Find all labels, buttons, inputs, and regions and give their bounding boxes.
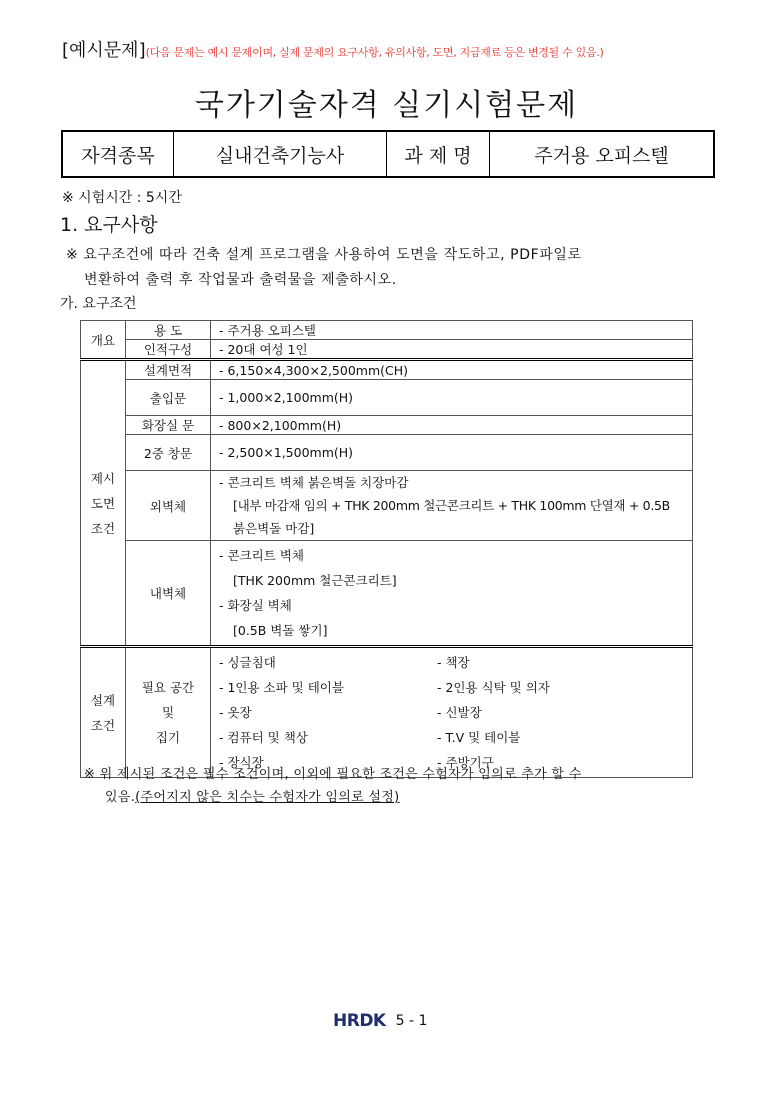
space-label: 필요 공간 및 집기 — [126, 647, 211, 778]
list-item: - 컴퓨터 및 책상 - T.V 및 테이블 — [219, 730, 521, 745]
header-note: (다음 문제는 예시 문제이며, 실제 문제의 요구사항, 유의사항, 도면, 지급재료 등은 변경될 수 있음.) — [145, 46, 604, 59]
items-list — [211, 647, 693, 778]
header — [62, 36, 604, 62]
subsection-heading: 가. 요구조건 — [60, 296, 137, 312]
footnote-underlined: (주어지지 않은 치수는 수험자가 임의로 설정) — [135, 790, 400, 805]
area-value: - 6,150×4,300×2,500mm(CH) — [211, 360, 693, 380]
use-value: - 주거용 오피스텔 — [211, 321, 693, 340]
window-value: - 2,500×1,500mm(H) — [211, 435, 693, 471]
exterior-wall-label: 외벽체 — [126, 471, 211, 541]
bathroom-door-label: 화장실 문 — [126, 416, 211, 435]
list-item: - 장식장 - 주방기구 — [219, 755, 494, 770]
example-label: [예시문제] — [62, 40, 146, 61]
exam-time: ※ 시험시간 : 5시간 — [62, 190, 182, 206]
people-value: - 20대 여성 1인 — [211, 340, 693, 360]
hrdk-logo: HRDK — [333, 1011, 386, 1031]
qualification-label: 자격종목 — [62, 131, 174, 177]
footnote-line-2: 있음.(주어지지 않은 치수는 수험자가 임의로 설정) — [105, 790, 400, 805]
task-label: 과 제 명 — [387, 131, 490, 177]
overview-label: 개요 — [81, 321, 126, 360]
list-item: - 옷장 - 신발장 — [219, 705, 482, 720]
conditions-table — [80, 320, 693, 778]
page-footer — [333, 1011, 427, 1031]
page-title: 국가기술자격 실기시험문제 — [194, 88, 579, 123]
area-label: 설계면적 — [126, 360, 211, 380]
list-item: - 싱글침대 - 책장 — [219, 655, 470, 670]
instruction-line-2: 변환하여 출력 후 작업물과 출력물을 제출하시오. — [84, 272, 397, 288]
footnote-line-1: ※ 위 제시된 조건은 필수 조건이며, 이외에 필요한 조건은 수험자가 임의로 추가 할 수 — [84, 767, 582, 782]
window-label: 2중 창문 — [126, 435, 211, 471]
people-label: 인적구성 — [126, 340, 211, 360]
qualification-value: 실내건축기능사 — [174, 131, 387, 177]
exterior-wall-value: - 콘크리트 벽체 붉은벽돌 치장마감 [내부 마감재 임의 + THK 200mm 철근콘크리트 + THK 100mm 단열재 + 0.5B 붉은벽돌 마감] — [211, 471, 693, 541]
bathroom-door-value: - 800×2,100mm(H) — [211, 416, 693, 435]
door-value: - 1,000×2,100mm(H) — [211, 380, 693, 416]
page-number: 5 - 1 — [395, 1013, 428, 1029]
drawing-conditions-label: 제시 도면 조건 — [81, 360, 126, 647]
interior-wall-value: - 콘크리트 벽체 [THK 200mm 철근콘크리트] - 화장실 벽체 [0.5B 벽돌 쌓기] — [211, 541, 693, 647]
info-table — [61, 130, 715, 178]
task-value: 주거용 오피스텔 — [490, 131, 715, 177]
list-item: - 1인용 소파 및 테이블 - 2인용 식탁 및 의자 — [219, 680, 550, 695]
design-conditions-label: 설계 조건 — [81, 647, 126, 778]
section-heading: 1. 요구사항 — [60, 214, 158, 236]
use-label: 용 도 — [126, 321, 211, 340]
door-label: 출입문 — [126, 380, 211, 416]
interior-wall-label: 내벽체 — [126, 541, 211, 647]
instruction-line-1: ※ 요구조건에 따라 건축 설계 프로그램을 사용하여 도면을 작도하고, PDF파일로 — [66, 247, 582, 263]
